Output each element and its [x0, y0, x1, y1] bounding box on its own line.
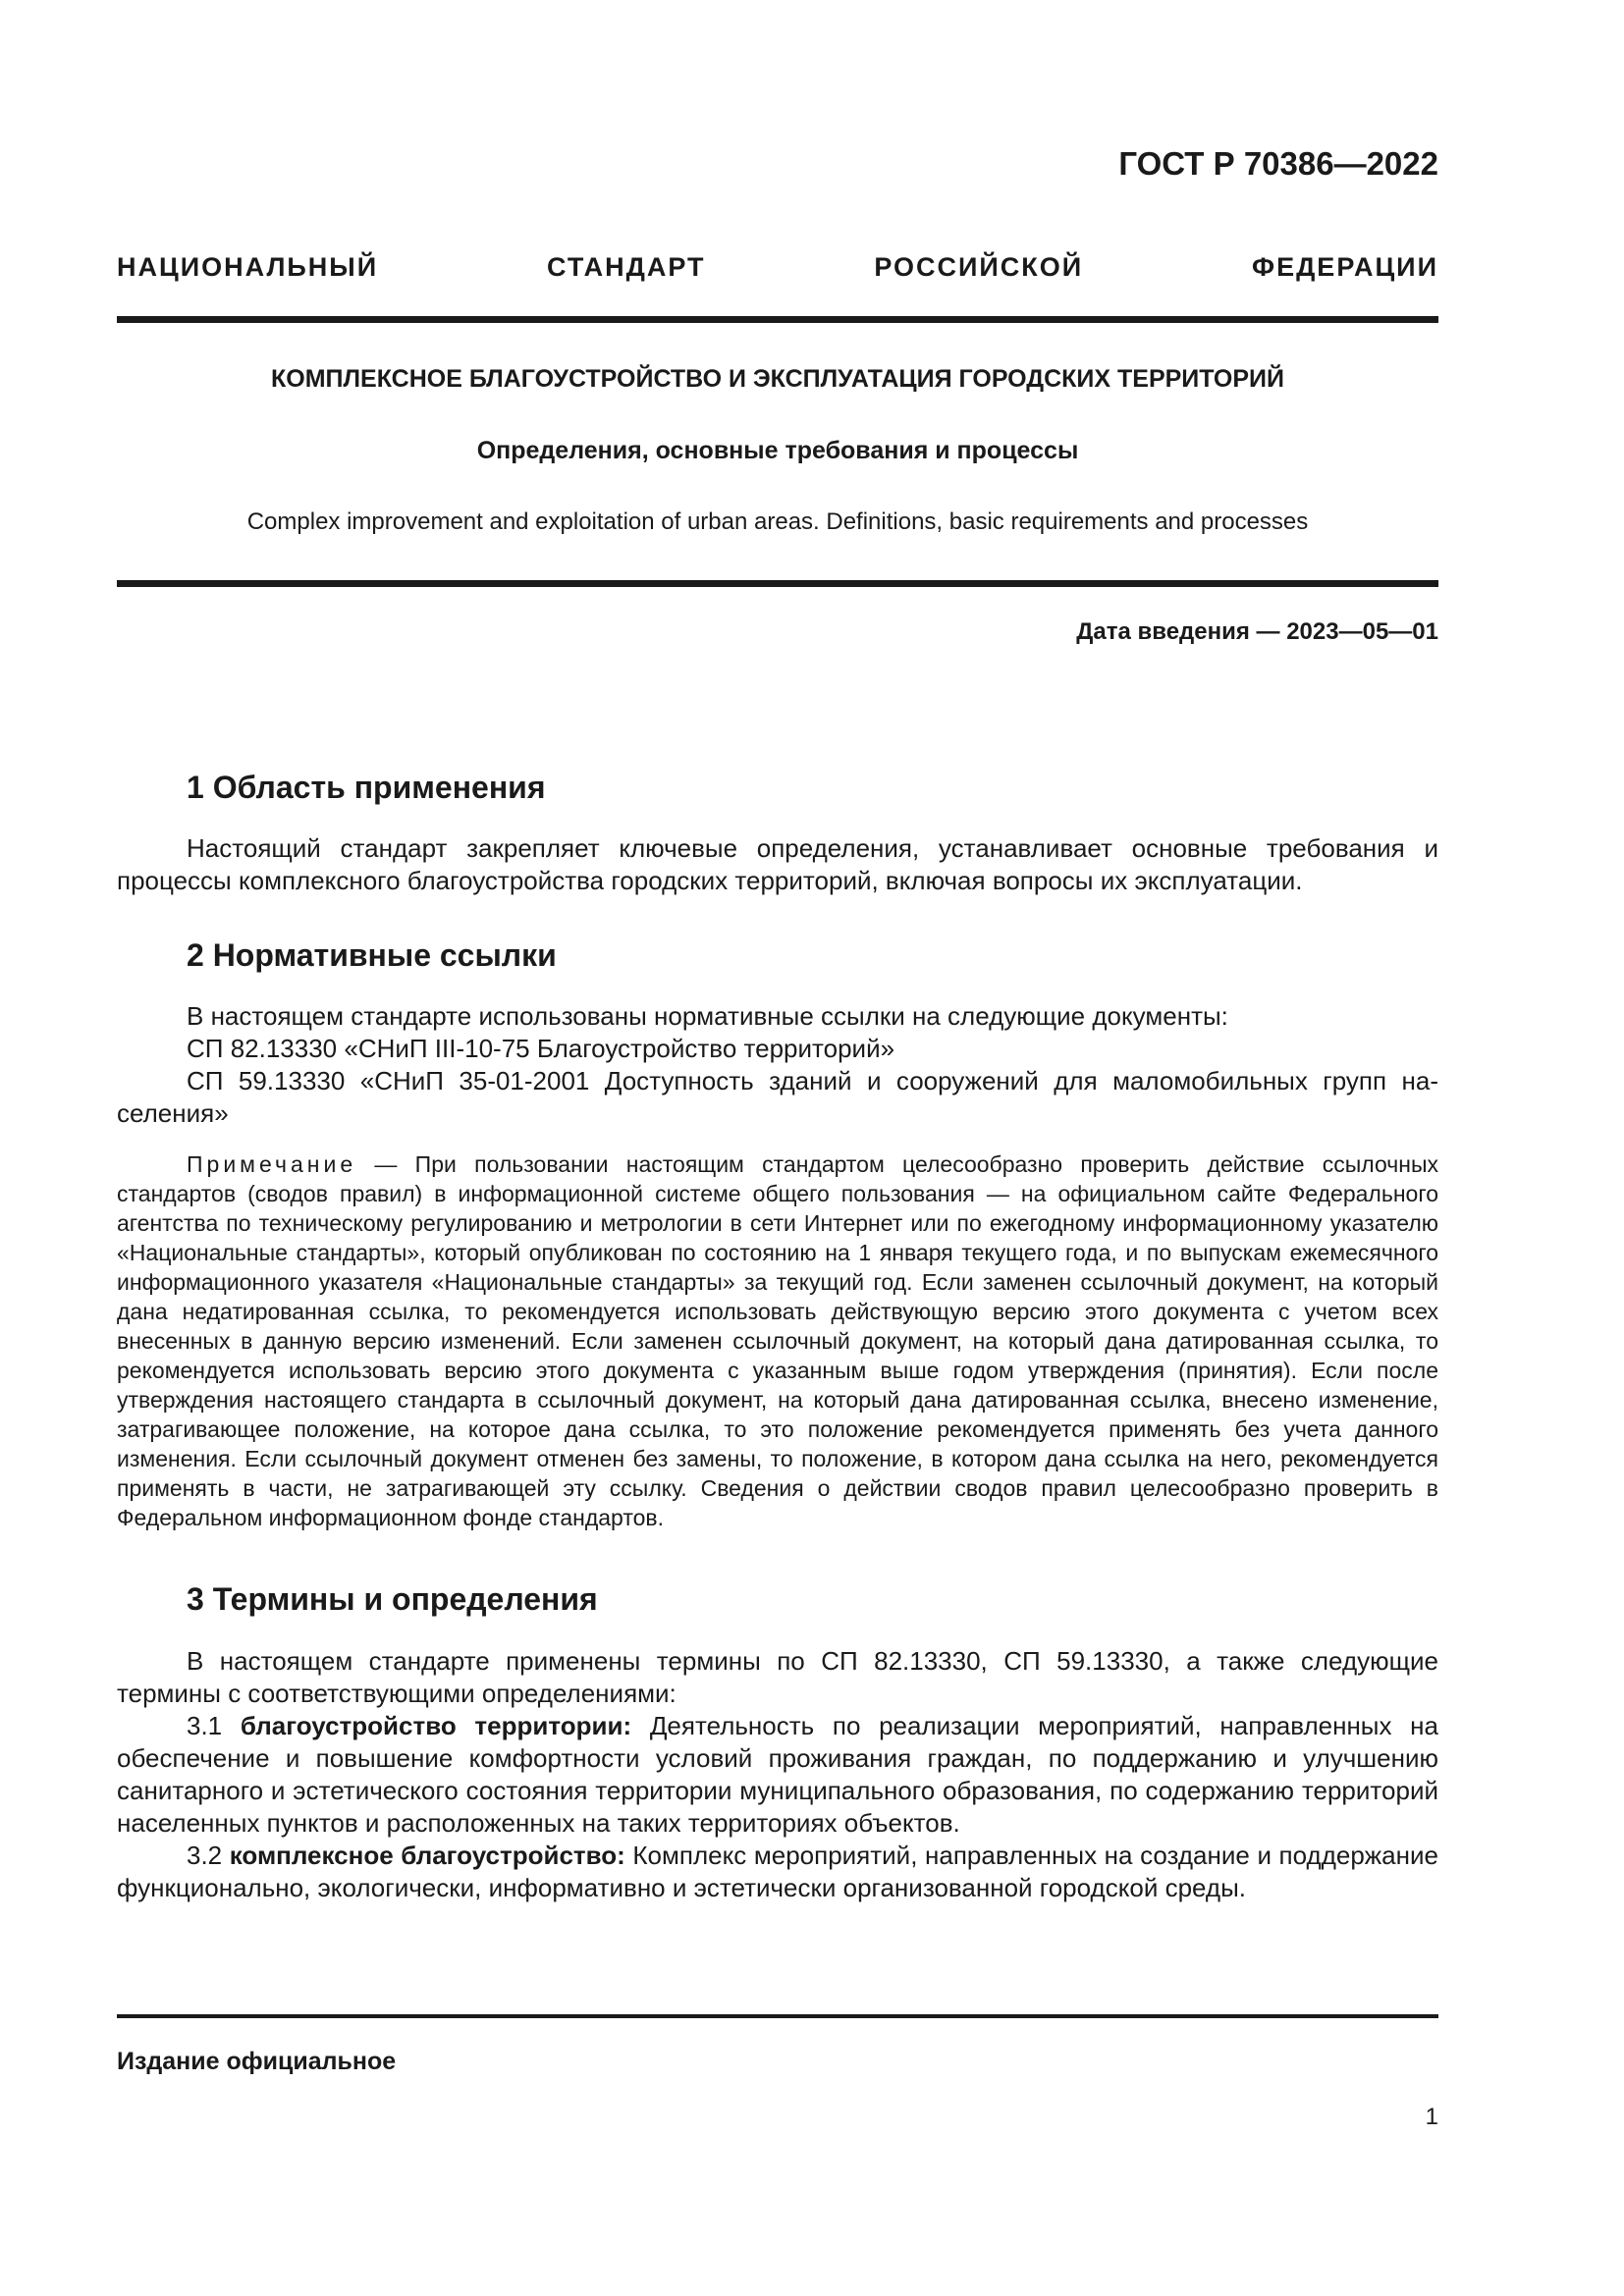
document-title-english: Complex improvement and exploitation of urban areas. Definitions, basic requirements and processes [246, 508, 1309, 535]
reference-sp-59-line1: СП 59.13330 «СНиП 35-01-2001 Доступность зданий и сооружений для маломобильных групп на- [187, 1066, 1438, 1095]
document-subtitle: Определения, основные требования и процессы [476, 437, 1079, 464]
section-1-heading: 1 Область применения [187, 770, 546, 805]
section-2-note [117, 1149, 1438, 1532]
term-3-1-name: благоустройство территории: [240, 1711, 632, 1740]
document-title: КОМПЛЕКСНОЕ БЛАГОУСТРОЙСТВО И ЭКСПЛУАТАЦИЯ ГОРОДСКИХ ТЕРРИТОРИЙ [271, 365, 1284, 393]
top-rule [117, 316, 1438, 323]
term-3-2-number: 3.2 [187, 1841, 230, 1870]
section-3-heading: 3 Термины и определения [187, 1581, 598, 1617]
note-text: — При пользовании настоящим стандартом целесообразно проверить действие ссылочных стандартов (сводов правил) в информационной системе общего пользования — на официальном сайте Федерального агентства по техническому регулированию и метрологии в сети Интернет или по ежегодному информационному указателю «Национальные стандарты», который опубликован по состоянию на 1 января текущего года, и по выпускам ежемесячного информационного указателя «Национальные стандарты» за текущий год. Если заменен ссылочный документ, на который дана недатированная ссылка, то рекомендуется использовать действующую версию этого документа с учетом всех внесенных в данную версию изменений. Если заменен ссылочный документ, на который дана датированная ссылка, то рекомендуется использовать версию этого документа с указанным выше годом утверждения (принятия). Если после утверждения настоящего стандарта в ссылочный документ, на который дана датированная ссылка, внесено изменение, затрагивающее положение, на которое дана ссылка, то это положение рекомендуется применять без учета данного изменения. Если ссылочный документ отменен без замены, то положение, в котором дана ссылка на него, рекомендуется применять в части, не затрагивающей эту ссылку. Сведения о действии сводов правил целесообразно проверить в Федеральном информационном фонде стандартов. [117, 1151, 1438, 1530]
footer-rule [117, 2014, 1438, 2018]
term-3-1-definition: Деятельность по реализации мероприятий, направленных на обеспечение и повышение комфортности условий проживания граждан, по поддержанию и улучшению санитарного и эстетического состояния территории муниципального образования, по содержанию территорий населенных пунктов и расположенных на таких территориях объектов. [117, 1711, 1439, 1838]
term-3-1 [117, 1710, 1438, 1840]
introduction-date: Дата введения — 2023—05—01 [1076, 618, 1438, 645]
reference-sp-59-line2: селения» [117, 1098, 229, 1128]
official-edition-label: Издание официальное [117, 2048, 397, 2075]
gost-code: ГОСТ Р 70386—2022 [1118, 145, 1438, 182]
section-3-intro: В настоящем стандарте применены термины по СП 82.13330, СП 59.13330, а также следующие термины с соответствующими определениями: [117, 1646, 1438, 1708]
term-3-2-name: комплексное благоустройство: [229, 1841, 625, 1870]
section-2-intro: В настоящем стандарте использованы нормативные ссылки на следующие документы: [187, 1001, 1228, 1031]
note-label: Примечание [187, 1151, 357, 1177]
section-1-text: Настоящий стандарт закрепляет ключевые определения, устанавливает основные требования и процессы комплексного благоустройства городских территорий, включая вопросы их эксплуатации. [117, 833, 1438, 895]
term-3-2 [117, 1840, 1438, 1904]
term-3-1-number: 3.1 [187, 1711, 241, 1740]
reference-sp-82: СП 82.13330 «СНиП III-10-75 Благоустройство территорий» [187, 1034, 895, 1063]
page-number: 1 [1425, 2104, 1438, 2130]
section-2-heading: 2 Нормативные ссылки [187, 937, 557, 973]
national-standard-heading: НАЦИОНАЛЬНЫЙ СТАНДАРТ РОССИЙСКОЙ ФЕДЕРАЦИИ [117, 252, 1438, 282]
term-3-2-definition: Комплекс мероприятий, направленных на создание и поддержание функционально, экологически, информативно и эстетически организованной городской среды. [117, 1841, 1438, 1902]
title-rule [117, 580, 1438, 587]
